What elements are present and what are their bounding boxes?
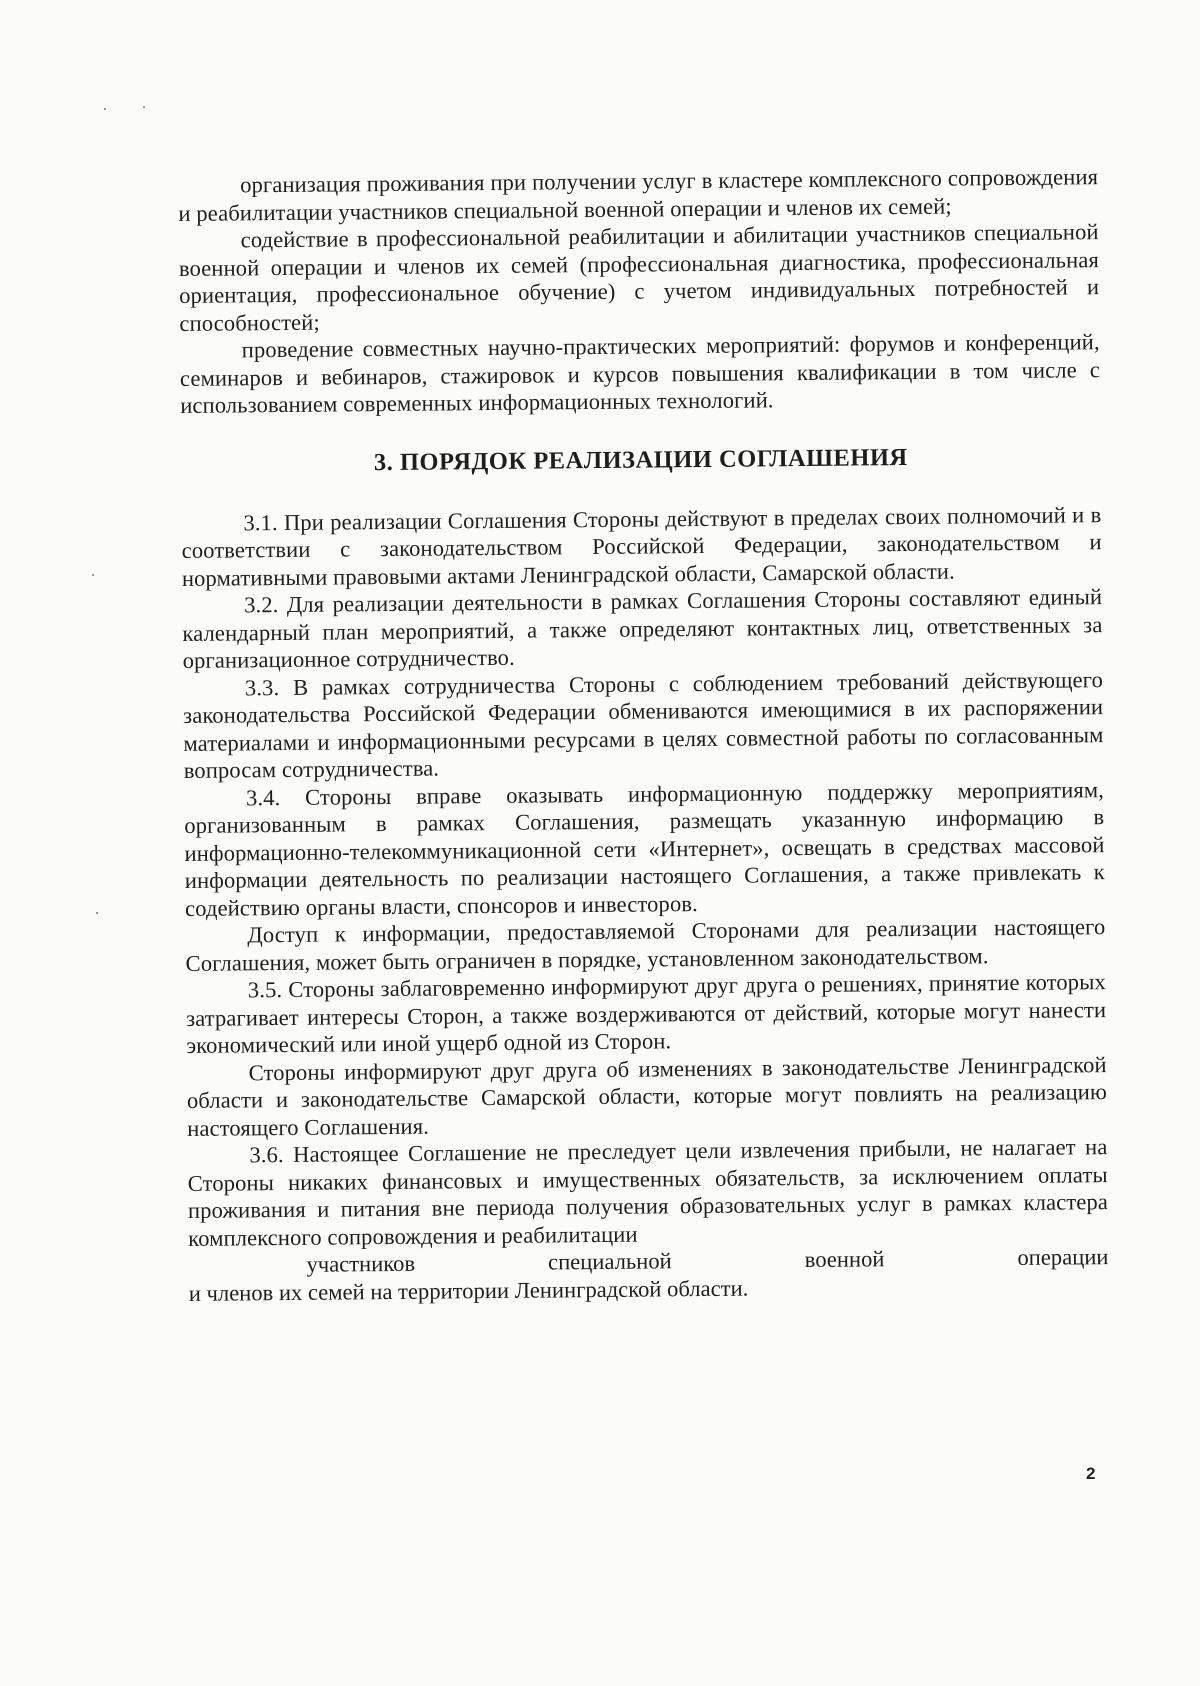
section-heading: 3. ПОРЯДОК РЕАЛИЗАЦИИ СОГЛАШЕНИЯ xyxy=(373,443,908,476)
clause-3-1: 3.1. При реализации Соглашения Стороны действуют в пределах своих полномочий и в соответствии с законодательством Российской Федерации, законодательством и нормативными правовыми актами Ленинградской области, Самарской области. xyxy=(181,501,1102,591)
clause-3-4-access: Доступ к информации, предоставляемой Сторонами для реализации настоящего Соглашения, может быть ограничен в порядке, установленном законодательством. xyxy=(185,914,1106,976)
split-word: операции xyxy=(1017,1244,1109,1270)
intro-paragraph-1: организация проживания при получении услуг в кластере комплексного сопровождения и реабилитации участников специальной военной операции и членов их семей; xyxy=(178,164,1099,226)
clause-3-4: 3.4. Стороны вправе оказывать информационную поддержку мероприятиям, организованным в рамках Соглашения, размещать указанную информацию в информационно-телекоммуникационной сети «Интернет», освещать в средствах массовой информации деятельность по реализации настоящего Соглашения, а также привлекать к содействию органы власти, спонсоров и инвесторов. xyxy=(184,776,1105,921)
scan-speck xyxy=(104,108,106,110)
clause-3-6: 3.6. Настоящее Соглашение не преследует цели извлечения прибыли, не налагает на Стороны никаких финансовых и имущественных обязательств, за исключением оплаты проживания и питания вне периода получения образовательных услуг в рамках кластера комплексного сопровождения и реабилитации xyxy=(187,1134,1109,1251)
scan-speck xyxy=(96,912,98,914)
split-word: специальной xyxy=(547,1248,672,1275)
clause-3-6-final-line: и членов их семей на территории Ленинградской области. xyxy=(188,1275,749,1306)
split-word: участников xyxy=(306,1250,416,1277)
clause-3-2: 3.2. Для реализации деятельности в рамках Соглашения Стороны составляют единый календарный план мероприятий, а также определяют контактных лиц, ответственных за организационное сотрудничество. xyxy=(182,584,1103,673)
clause-3-5-changes: Стороны информируют друг друга об изменениях в законодательстве Ленинградской области и законодательстве Самарской области, которые могут повлиять на реализацию настоящего Соглашения. xyxy=(186,1051,1107,1141)
page-number: 2 xyxy=(1086,1464,1096,1483)
clause-3-5: 3.5. Стороны заблаговременно информируют друг друга о решениях, принятие которых затрагивает интересы Сторон, а также воздерживаются от действий, которые могут нанести экономический или иной ущерб одной из Сторон. xyxy=(186,969,1107,1058)
intro-paragraph-2: содействие в профессиональной реабилитации и абилитации участников специальной военной операции и членов их семей (профессиональная диагностика, профессиональная ориентация, профессиональное обучение) с учетом индивидуальных потребностей и способностей; xyxy=(178,219,1100,336)
scan-speck xyxy=(143,106,145,108)
clause-3-3: 3.3. В рамках сотрудничества Стороны с соблюдением требований действующего законодательства Российской Федерации обмениваются имеющимися в их распоряжении материалами и информационными ресурсами в целях совместной работы по согласованным вопросам сотрудничества. xyxy=(183,666,1104,783)
split-word: военной xyxy=(804,1246,885,1273)
intro-paragraph-3: проведение совместных научно-практических мероприятий: форумов и конференций, семинаров и вебинаров, стажировок и курсов повышения квалификации в том числе с использованием современных информационных технологий. xyxy=(179,329,1101,418)
document-body xyxy=(178,163,1109,1307)
scan-speck xyxy=(92,574,94,576)
